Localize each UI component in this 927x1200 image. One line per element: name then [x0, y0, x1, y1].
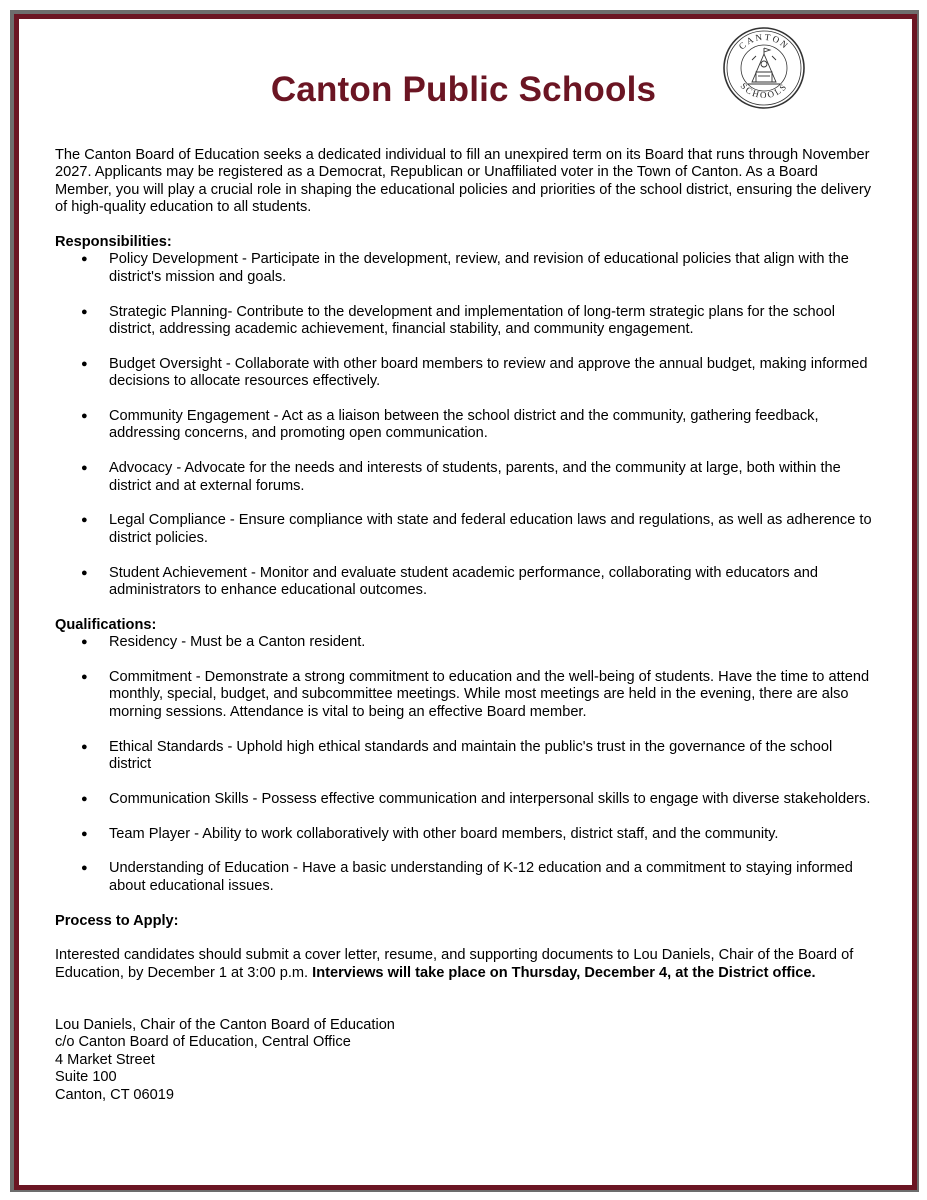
list-item: ● Strategic Planning- Contribute to the development and implementation of long-term strategic plans for the school district, addressing academic achievement, financial stability, and community engagement.	[55, 304, 877, 339]
list-item: ● Team Player - Ability to work collaboratively with other board members, district staff, and the community.	[55, 826, 877, 843]
list-item: ● Communication Skills - Possess effective communication and interpersonal skills to engage with diverse stakeholders.	[55, 791, 877, 808]
address-line: Lou Daniels, Chair of the Canton Board of Education	[55, 1017, 395, 1034]
qualifications-heading: Qualifications:	[55, 616, 157, 633]
list-item: ● Ethical Standards - Uphold high ethical standards and maintain the public's trust in the governance of the school district	[55, 739, 877, 774]
responsibilities-heading: Responsibilities:	[55, 234, 172, 251]
list-item: ● Understanding of Education - Have a basic understanding of K-12 education and a commitment to staying informed about educational issues.	[55, 860, 877, 895]
interview-notice: Interviews will take place on Thursday, December 4, at the District office.	[312, 964, 816, 981]
address-line: Suite 100	[55, 1069, 117, 1086]
list-item: ● Budget Oversight - Collaborate with other board members to review and approve the annual budget, making informed decisions to allocate resources effectively.	[55, 356, 877, 391]
list-item: ● Advocacy - Advocate for the needs and interests of students, parents, and the community at large, both within the district and at external forums.	[55, 460, 877, 495]
address-line: 4 Market Street	[55, 1051, 155, 1068]
list-item: ● Policy Development - Participate in the development, review, and revision of educational policies that align with the district's mission and goals.	[55, 251, 877, 286]
list-item: ● Commitment - Demonstrate a strong commitment to education and the well-being of students. Have the time to attend monthly, special, budget, and subcommittee meetings. While most meetings are held in the evening, there are also morning sessions. Attendance is vital to being an effective Board member.	[55, 669, 877, 721]
intro-paragraph: The Canton Board of Education seeks a dedicated individual to fill an unexpired term on its Board that runs through November 2027. Applicants may be registered as a Democrat, Republican or Unaffiliated voter in the Town of Canton. As a Board Member, you will play a crucial role in shaping the educational policies and priorities of the school district, ensuring the delivery of high-quality education to all students.	[55, 147, 872, 216]
seal-text-bottom: SCHOOLS	[738, 80, 790, 101]
seal-text-top: CANTON	[736, 31, 792, 52]
list-item: ● Student Achievement - Monitor and evaluate student academic performance, collaborating with educators and administrators to enhance educational outcomes.	[55, 565, 877, 600]
page-title: Canton Public Schools	[270, 70, 657, 109]
list-item: ● Legal Compliance - Ensure compliance with state and federal education laws and regulations, as well as adherence to district policies.	[55, 512, 877, 547]
address-line: c/o Canton Board of Education, Central Office	[55, 1034, 351, 1051]
process-text: Interested candidates should submit a cover letter, resume, and supporting documents to Lou Daniels, Chair of the Board of Education, by December 1 at 3:00 p.m.	[55, 947, 854, 981]
list-item: ● Residency - Must be a Canton resident.	[55, 634, 877, 651]
contact-address	[55, 1017, 877, 1104]
qualifications-list	[55, 634, 877, 895]
process-paragraph	[55, 947, 877, 982]
address-line: Canton, CT 06019	[55, 1086, 174, 1103]
responsibilities-list	[55, 251, 877, 599]
canton-schools-seal-icon	[722, 26, 806, 110]
list-item: ● Community Engagement - Act as a liaison between the school district and the community, gathering feedback, addressing concerns, and promoting open communication.	[55, 408, 877, 443]
document-body	[55, 147, 877, 1104]
process-heading: Process to Apply:	[55, 912, 179, 929]
